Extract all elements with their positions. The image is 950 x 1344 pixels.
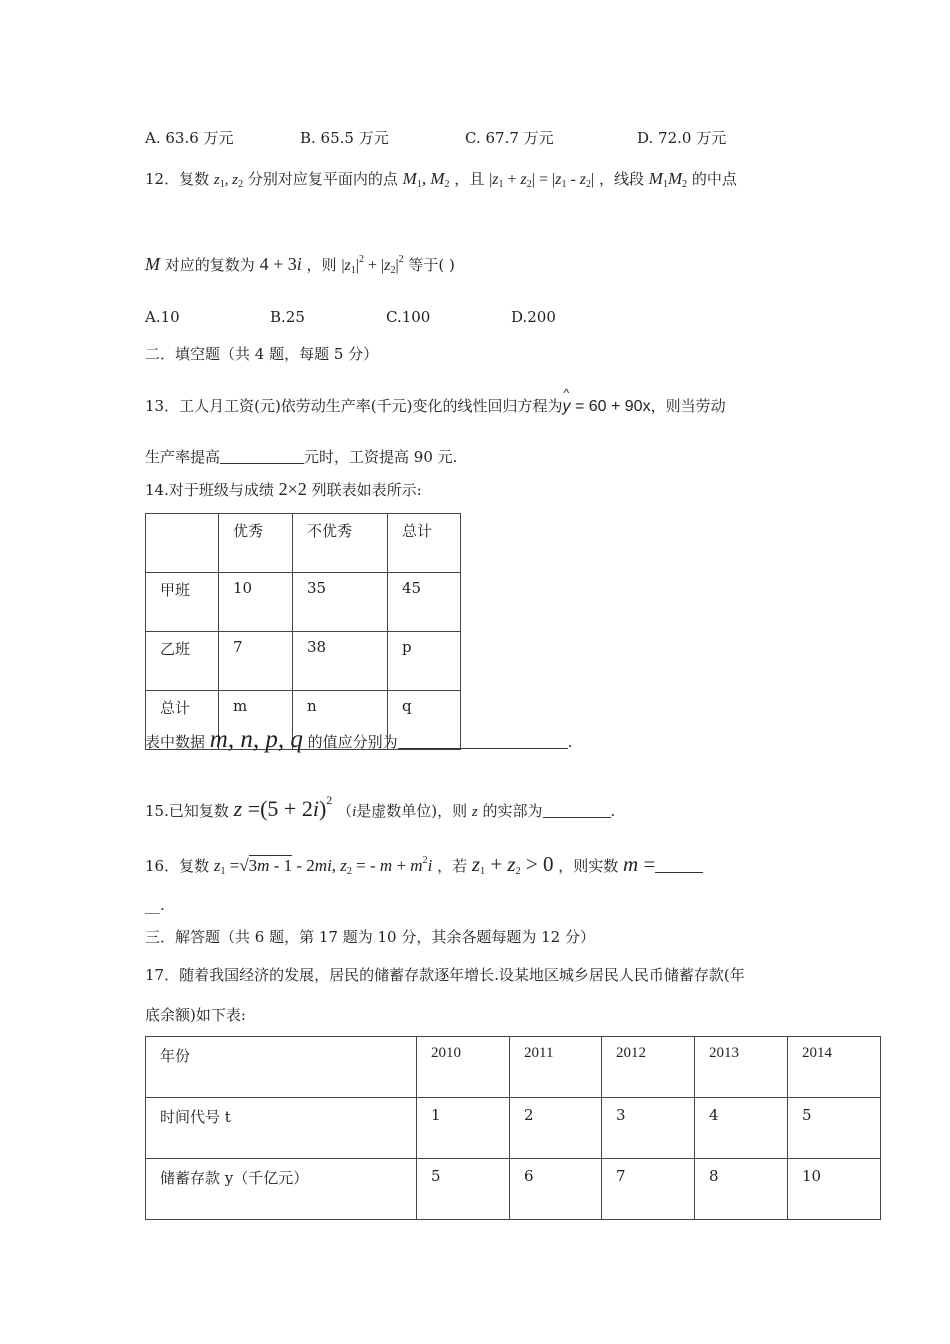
- table-row: [146, 1098, 881, 1159]
- q12-text-5: 对应的复数为: [164, 256, 255, 274]
- q14-text-3: 表中数据: [145, 733, 206, 751]
- q12-points-m1-m2: $M_1$, $M_2$: [402, 169, 450, 190]
- q17-line-1: 17．随着我国经济的发展，居民的储蓄存款逐年增长.设某地区城乡居民人民币储蓄存款(年: [145, 966, 745, 984]
- q12-complex-value: 4 + 3i: [259, 254, 302, 274]
- q16-continuation: __.: [145, 896, 165, 914]
- section-2-heading: 二．填空题（共 4 题，每题 5 分）: [145, 345, 379, 363]
- table-cell: 5: [417, 1159, 510, 1220]
- q12-segment-m1m2: $M_1M_2$: [648, 169, 688, 190]
- table-cell: 优秀: [219, 514, 293, 573]
- table-cell: 甲班: [146, 573, 219, 632]
- table-cell: 2013: [695, 1037, 788, 1098]
- table-cell: 2011: [510, 1037, 602, 1098]
- table-cell: 不优秀: [293, 514, 388, 573]
- table-row: [146, 1159, 881, 1220]
- table-cell: 2014: [788, 1037, 881, 1098]
- q13-text-2: ，则当劳动: [650, 397, 726, 415]
- table-cell: n: [293, 691, 388, 750]
- q15-text-3: 的实部为: [482, 802, 543, 820]
- table-cell: 储蓄存款 y（千亿元）: [146, 1159, 417, 1220]
- q16-text-1: 16．复数: [145, 857, 210, 875]
- table-cell: 10: [788, 1159, 881, 1220]
- table-cell: 4: [695, 1098, 788, 1159]
- q12-text-6: ，则: [306, 256, 337, 274]
- table-row: [146, 573, 461, 632]
- q12-option-d: D.200: [511, 308, 556, 326]
- q14-text-1: 14.对于班级与成绩: [145, 481, 274, 499]
- q14-answer-blank[interactable]: [398, 734, 568, 749]
- q11-option-d: D. 72.0 万元: [637, 129, 727, 147]
- q14-after-table: 表中数据 m, n, p, q 的值应分别为 .: [145, 726, 573, 753]
- table-cell: 38: [293, 632, 388, 691]
- q12-text-2: ，且: [454, 170, 485, 188]
- q16-answer-blank[interactable]: [655, 858, 703, 873]
- table-row: [146, 1037, 881, 1098]
- q13-text-3: 生产率提高: [145, 448, 221, 466]
- q13-regression-equation: y ^ = 60 + 90x: [562, 386, 651, 415]
- q17-line-2: 底余额)如下表:: [145, 1006, 246, 1024]
- q12-text-1: 分别对应复平面内的点: [247, 170, 398, 188]
- table-cell: 10: [219, 573, 293, 632]
- section-3-heading: 三．解答题（共 6 题，第 17 题为 10 分，其余各题每题为 12 分）: [145, 928, 595, 946]
- q14-line: [145, 479, 422, 500]
- q16-definitions: $z_1 =√3m - 1 - 2mi$, $z_2$ = - $m + m^2i$: [213, 855, 433, 877]
- q12-line-1: [145, 168, 737, 190]
- table-cell: 乙班: [146, 632, 219, 691]
- q16-text-2: ，若: [437, 857, 468, 875]
- table-cell: 2012: [602, 1037, 695, 1098]
- q12-point-m: M: [145, 254, 160, 274]
- table-cell: 35: [293, 573, 388, 632]
- q15-text-1: 15.已知复数: [145, 802, 229, 820]
- q12-text-7: 等于( ): [408, 256, 455, 274]
- table-cell: 45: [388, 573, 461, 632]
- q12-abs-equation: $|z_1 + z_2| = |z_1 - z_2|$: [489, 171, 595, 190]
- table-cell: 总计: [388, 514, 461, 573]
- q12-modulus-expression: $|z_1|^2 + |z_2|^2$: [341, 254, 404, 276]
- table-cell: 7: [602, 1159, 695, 1220]
- q15-line: 15.已知复数 $z =(5 + 2i)^2$ （i是虚数单位)，则 z 的实部为 .: [145, 793, 616, 821]
- q16-condition: $z_1 + z_2 > 0$: [471, 852, 554, 877]
- q16-line: [145, 852, 703, 877]
- table-cell: 时间代号 t: [146, 1098, 417, 1159]
- q14-text-2: 列联表如表所示:: [311, 481, 422, 499]
- table-cell: [146, 514, 219, 573]
- q15-equation: $z =(5 + 2i)^2$: [233, 793, 333, 821]
- q14-text-4: 的值应分别为: [307, 733, 398, 751]
- table-cell: 1: [417, 1098, 510, 1159]
- q11-option-a: A. 63.6 万元: [145, 129, 234, 147]
- q15-var-z: z: [471, 804, 478, 820]
- q13-line-2: [145, 446, 457, 467]
- q12-z1-z2: $z_1$, $z_2$: [213, 172, 244, 190]
- table-cell: 2010: [417, 1037, 510, 1098]
- q15-text-2: 是虚数单位)，则: [356, 802, 468, 820]
- q12-text-4: 的中点: [691, 170, 737, 188]
- q11-option-b: B. 65.5 万元: [300, 129, 389, 147]
- q16-var-m: m =: [623, 852, 656, 876]
- table-cell: 2: [510, 1098, 602, 1159]
- q12-option-c: C.100: [386, 308, 431, 326]
- table-cell: 7: [219, 632, 293, 691]
- table-cell: 8: [695, 1159, 788, 1220]
- q14-dimension: 2×2: [278, 479, 307, 499]
- table-row: [146, 514, 461, 573]
- q12-option-b: B.25: [270, 308, 305, 326]
- q17-savings-table: [145, 1036, 881, 1220]
- q13-line-1: [145, 386, 726, 416]
- table-cell: 6: [510, 1159, 602, 1220]
- table-cell: p: [388, 632, 461, 691]
- q13-text-1: 13．工人月工资(元)依劳动生产率(千元)变化的线性回归方程为: [145, 397, 563, 415]
- q12-line-2: [145, 254, 455, 276]
- q12-option-a: A.10: [145, 308, 180, 326]
- q14-contingency-table: [145, 513, 461, 750]
- table-row: [146, 632, 461, 691]
- q15-var-i: i: [352, 804, 357, 820]
- q16-text-3: ，则实数: [558, 857, 619, 875]
- q14-variables: m, n, p, q: [209, 726, 303, 753]
- q12-number: 12．复数: [145, 170, 210, 188]
- table-cell: 总计: [146, 691, 219, 750]
- table-cell: q: [388, 691, 461, 750]
- q13-text-4: 元时，工资提高 90 元.: [304, 448, 458, 466]
- table-cell: 3: [602, 1098, 695, 1159]
- q11-option-c: C. 67.7 万元: [465, 129, 554, 147]
- q12-text-3: ，线段: [598, 170, 644, 188]
- q15-answer-blank[interactable]: [543, 803, 611, 818]
- table-cell: 年份: [146, 1037, 417, 1098]
- q13-answer-blank[interactable]: [220, 449, 304, 464]
- table-cell: m: [219, 691, 293, 750]
- table-cell: 5: [788, 1098, 881, 1159]
